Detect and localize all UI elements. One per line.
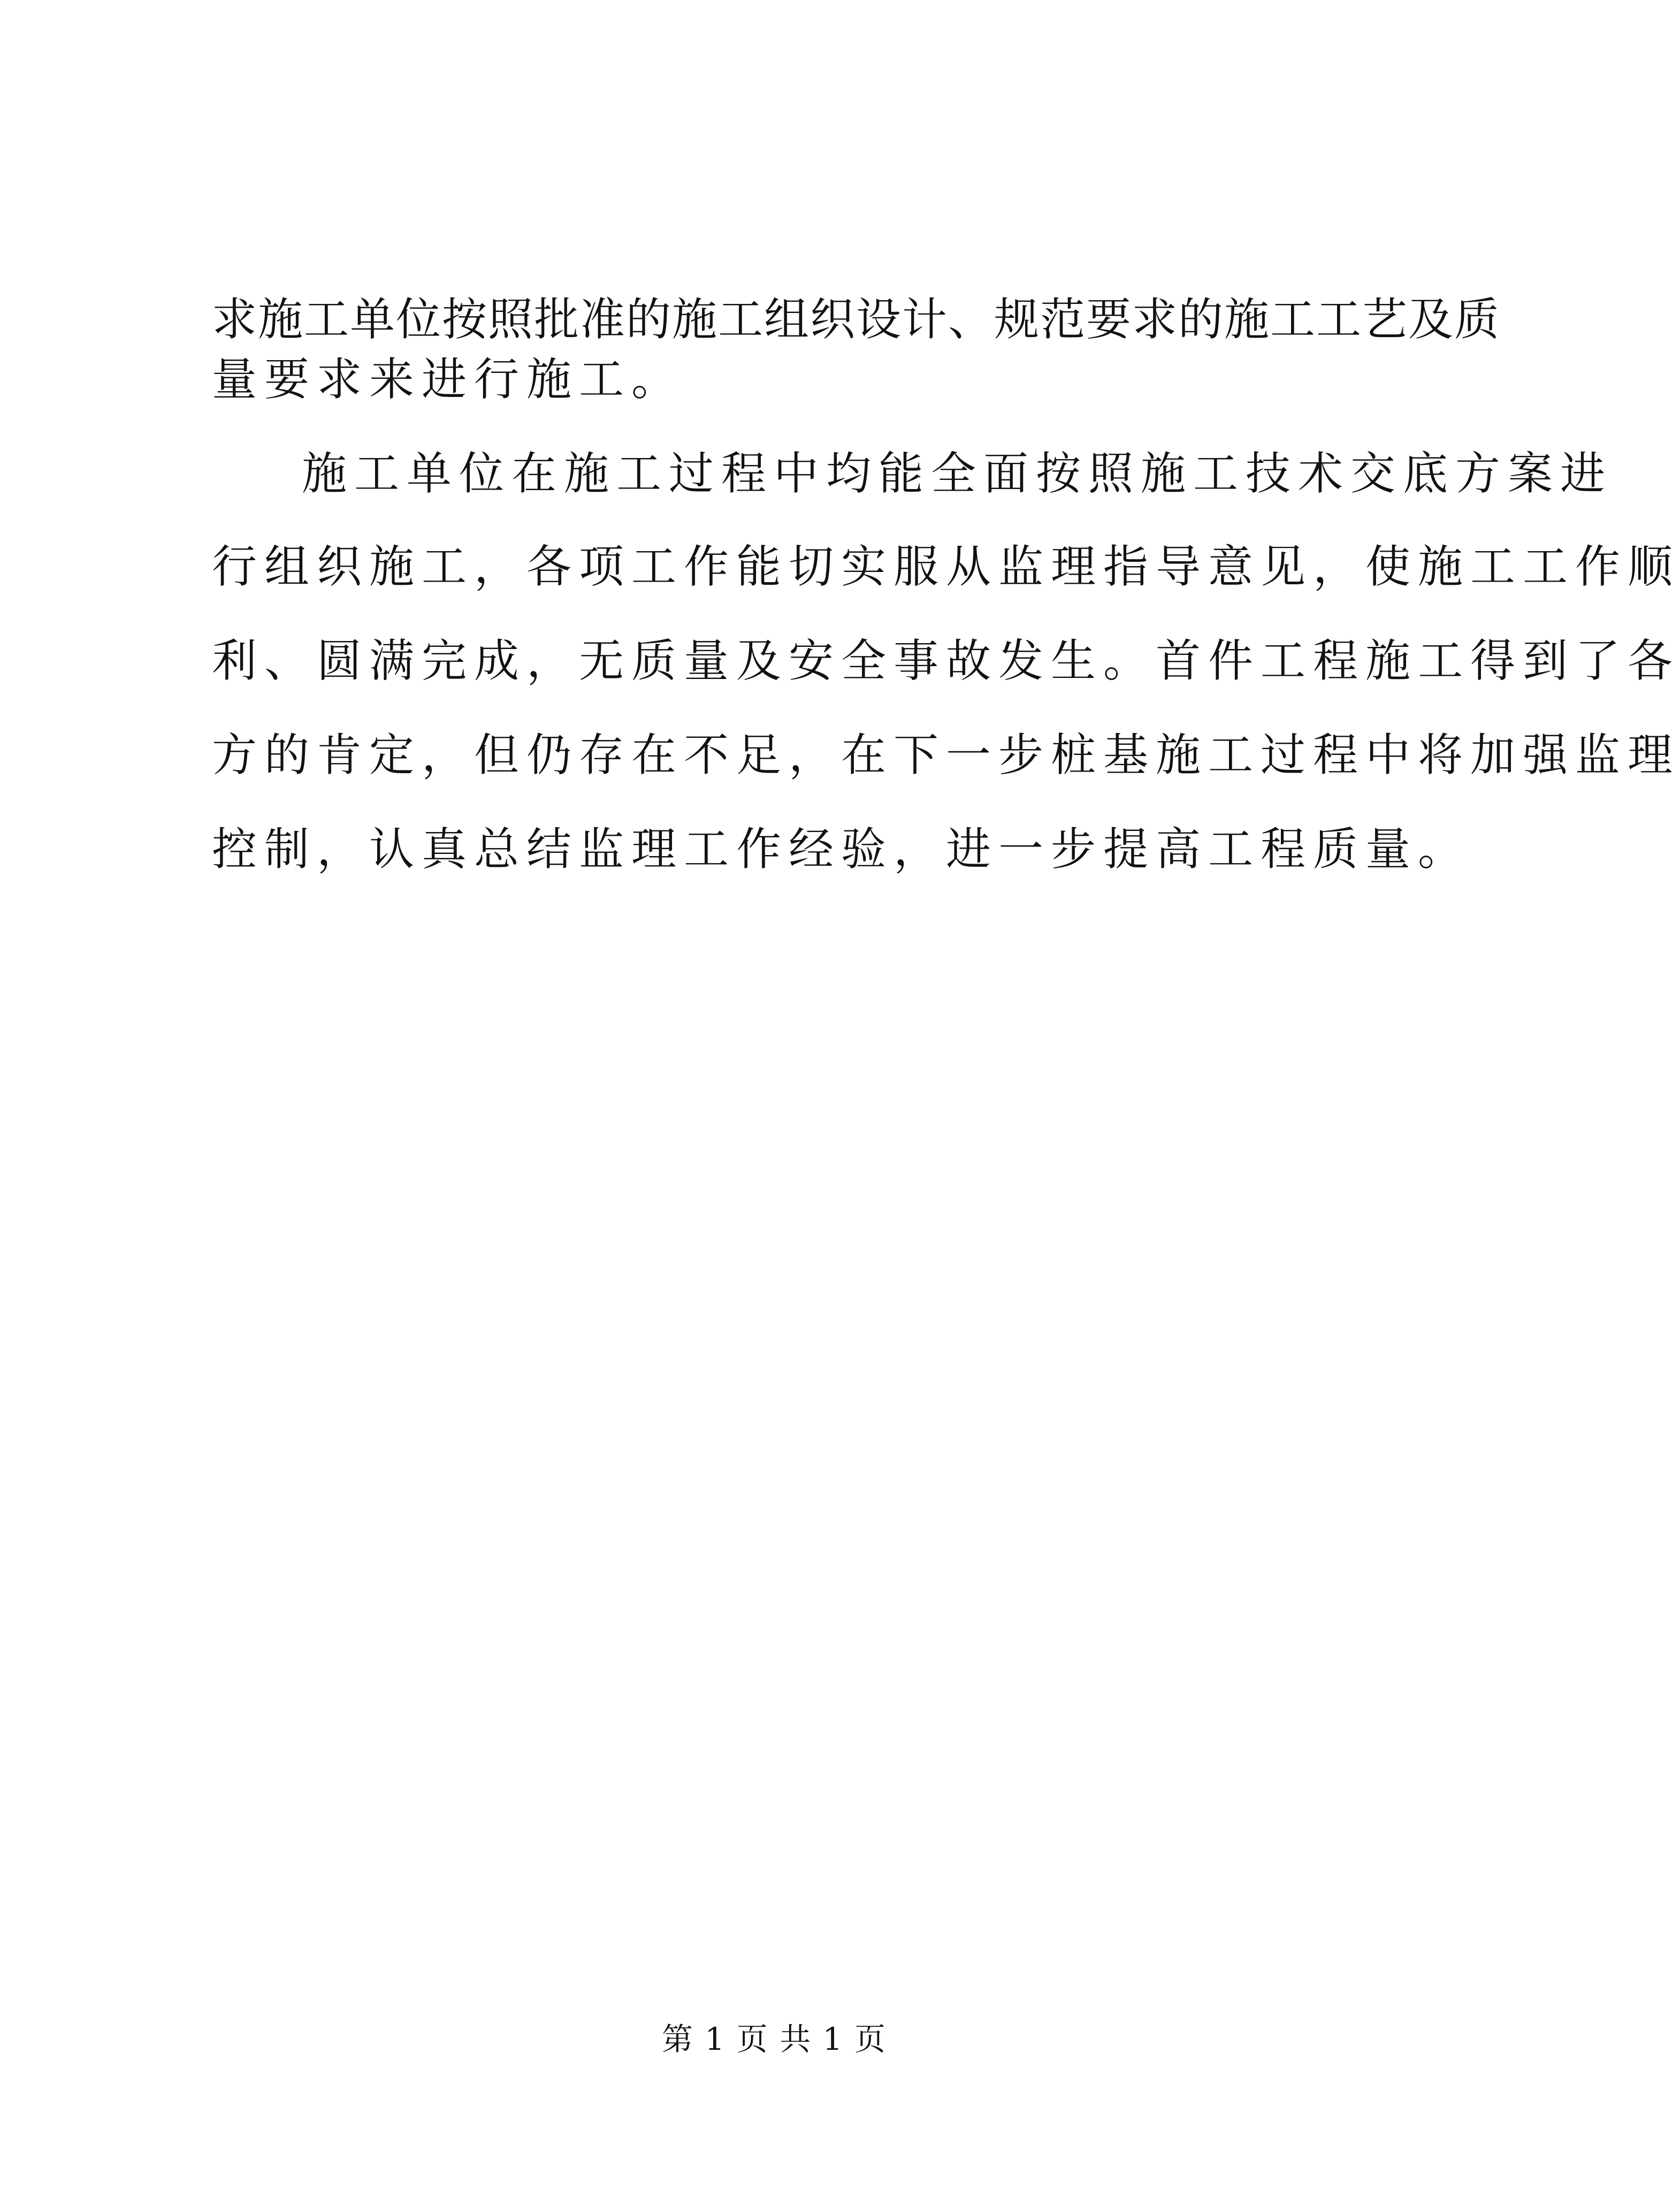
text-line: 量要求来进行施工。 [212,353,684,406]
text-line: 求施工单位按照批准的施工组织设计、规范要求的施工工艺及质 [212,293,1501,346]
text-line: 行组织施工，各项工作能切实服从监理指导意见，使施工工作顺 [212,540,1680,593]
paragraph-first-line: 施工单位在施工过程中均能全面按照施工技术交底方案进 [302,447,1613,500]
text-line: 利、圆满完成，无质量及安全事故发生。首件工程施工得到了各 [212,635,1680,687]
text-line: 控制，认真总结监理工作经验，进一步提高工程质量。 [212,823,1471,875]
body-text [212,292,1680,877]
text-line: 方的肯定，但仍存在不足，在下一步桩基施工过程中将加强监理 [212,729,1680,781]
page-number-label: 第 1 页 共 1 页 [662,2021,887,2057]
page-footer [0,2020,1548,2058]
